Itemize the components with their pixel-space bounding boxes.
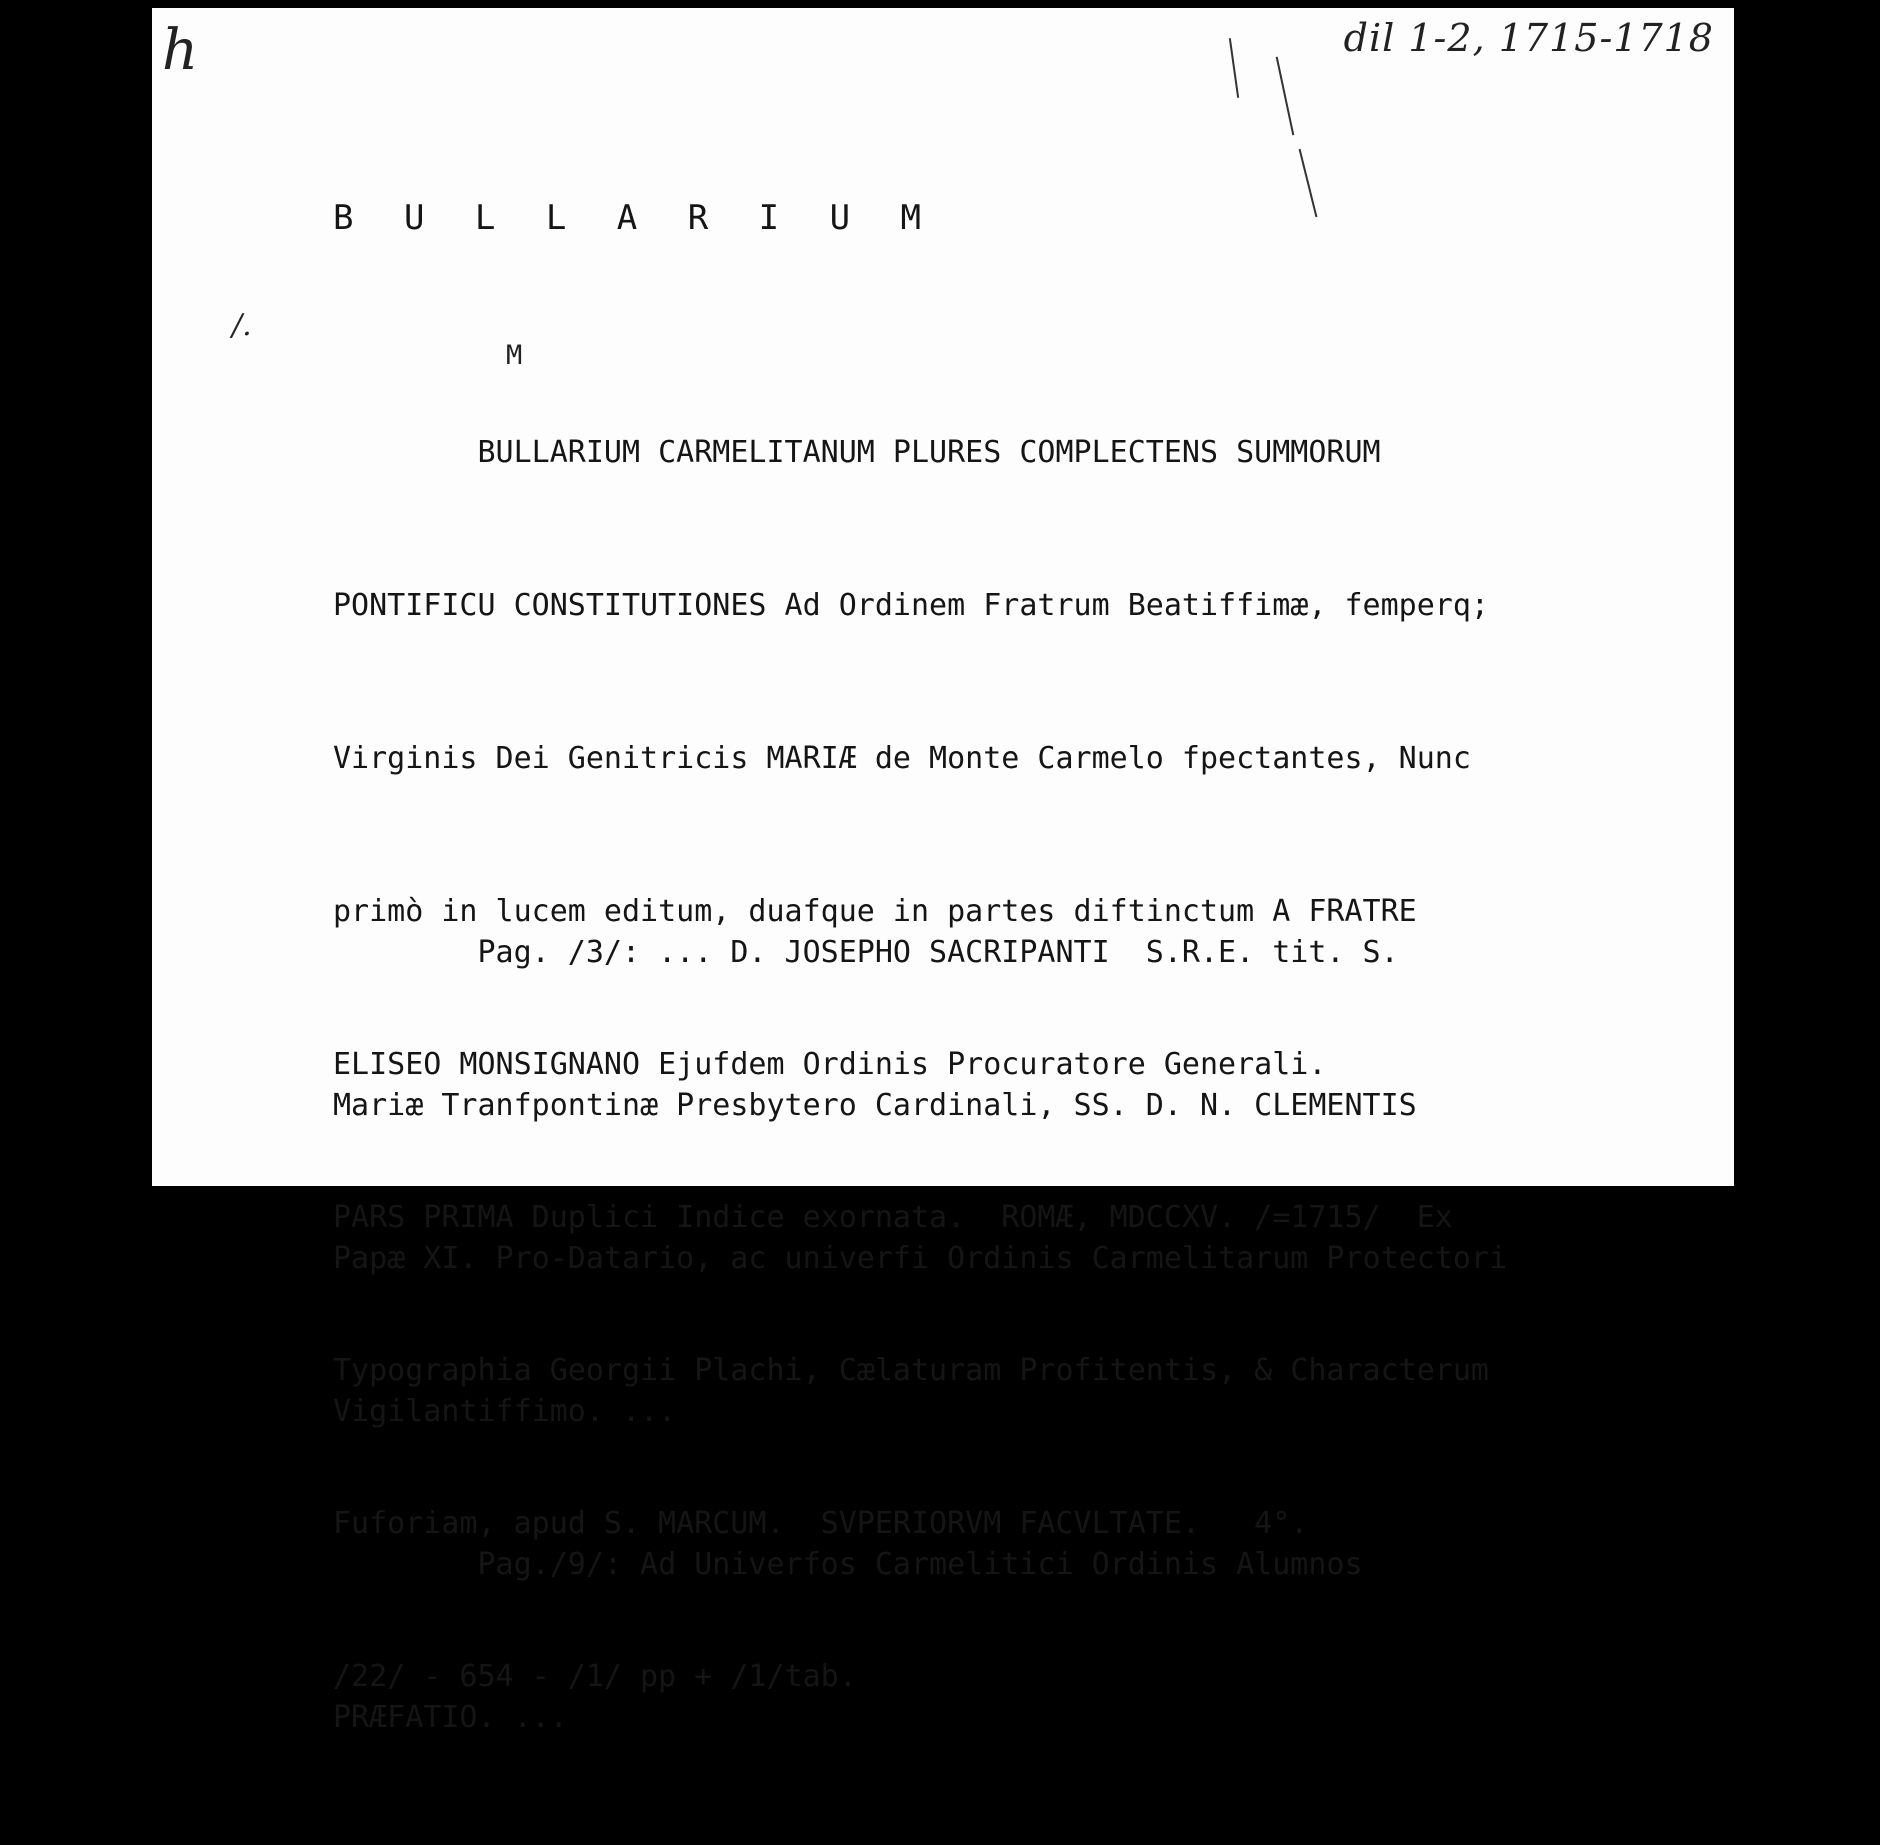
note-line: Pag. /3/: ... D. JOSEPHO SACRIPANTI S.R.E. tit. S. xyxy=(333,935,1399,970)
entry-line: Typographia Georgii Plachi, Cælaturam Profitentis, & Characterum xyxy=(333,1353,1489,1388)
card-heading: B U L L A R I U M xyxy=(333,198,936,238)
note-line: PRÆFATIO. ... xyxy=(333,1700,568,1735)
pen-stroke xyxy=(1299,149,1318,217)
pen-stroke xyxy=(1276,57,1295,136)
entry-line: ELISEO MONSIGNANO Ejufdem Ordinis Procuratore Generali. xyxy=(333,1047,1327,1082)
note-line: Vigilantiffimo. ... xyxy=(333,1394,677,1429)
entry-line: Fuforiam, apud S. MARCUM. SVPERIORVM FACVLTATE. 4°. xyxy=(333,1506,1309,1541)
entry-line: BULLARIUM CARMELITANUM PLURES COMPLECTENS SUMMORUM xyxy=(333,435,1381,470)
handwritten-corner-mark: h xyxy=(162,18,199,83)
entry-line: Virginis Dei Genitricis MARIÆ de Monte Carmelo fpectantes, Nunc xyxy=(333,741,1471,776)
note-line: Pag./9/: Ad Univerfos Carmelitici Ordinis Alumnos xyxy=(333,1547,1363,1582)
entry-line: primò in lucem editum, duafque in partes diftinctum A FRATRE xyxy=(333,894,1417,929)
handwritten-margin-mark: /. xyxy=(232,308,252,343)
pen-stroke xyxy=(1229,38,1239,98)
note-line: Papæ XI. Pro-Datario, ac univerfi Ordinis Carmelitarum Protectori xyxy=(333,1241,1507,1276)
entry-line: PARS PRIMA Duplici Indice exornata. ROMÆ, MDCCXV. /=1715/ Ex xyxy=(333,1200,1453,1235)
note-line: Mariæ Tranfpontinæ Presbytero Cardinali, SS. D. N. CLEMENTIS xyxy=(333,1088,1417,1123)
entry-line: /22/ - 654 - /1/ pp + /1/tab. xyxy=(333,1659,857,1694)
catalog-card xyxy=(152,8,1734,1735)
handwritten-insert-letter: M xyxy=(506,340,523,371)
page-notes xyxy=(333,825,1713,1845)
entry-line: PONTIFICU CONSTITUTIONES Ad Ordinem Fratrum Beatiffimæ, femperq; xyxy=(333,588,1489,623)
handwritten-volume-range: dil 1-2, 1715-1718 xyxy=(1343,16,1714,60)
